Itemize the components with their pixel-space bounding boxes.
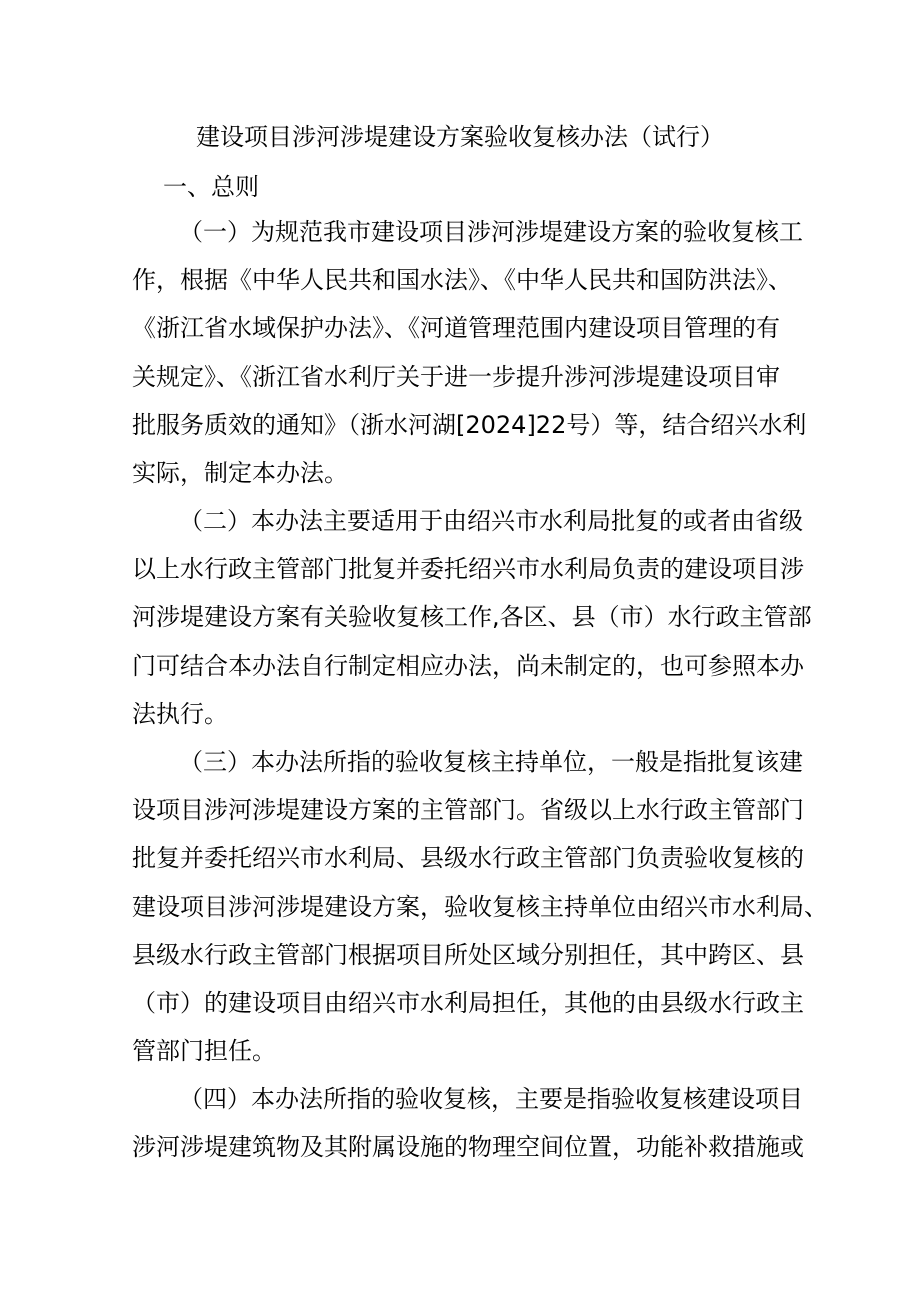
paragraph-line: （二）本办法主要适用于由绍兴市水利局批复的或者由省级 (179, 507, 803, 535)
paragraph-line: 河涉堤建设方案有关验收复核工作,各区、县（市）水行政主管部 (132, 603, 812, 632)
document-title: 建设项目涉河涉堤建设方案验收复核办法（试行） (196, 123, 724, 151)
paragraph-line: 《浙江省水域保护办法》、《河道管理范围内建设项目管理的有 (132, 314, 780, 343)
section-heading: 一、总则 (163, 173, 259, 201)
paragraph-3 (132, 738, 828, 1075)
paragraph-line: （市）的建设项目由绍兴市水利局担任，其他的由县级水行政主 (132, 988, 804, 1017)
paragraph-line: 设项目涉河涉堤建设方案的主管部门。省级以上水行政主管部门 (132, 796, 804, 825)
paragraph-line: （三）本办法所指的验收复核主持单位，一般是指批复该建 (179, 748, 803, 776)
paragraph-line: 管部门担任。 (132, 1037, 276, 1066)
paragraph-line: 批复并委托绍兴市水利局、县级水行政主管部门负责验收复核的 (132, 844, 804, 873)
paragraph-line: 涉河涉堤建筑物及其附属设施的物理空间位置，功能补救措施或 (132, 1133, 804, 1162)
paragraph-line: 关规定》、《浙江省水利厅关于进一步提升涉河涉堤建设项目审 (132, 362, 780, 391)
paragraph-line: 批服务质效的通知》（浙水河湖[2024]22号）等，结合绍兴水利 (132, 410, 807, 439)
paragraph-line: 以上水行政主管部门批复并委托绍兴市水利局负责的建设项目涉 (132, 555, 804, 584)
paragraph-1 (132, 208, 807, 497)
paragraph-line: 建设项目涉河涉堤建设方案，验收复核主持单位由绍兴市水利局、 (132, 892, 828, 921)
paragraph-line: 实际，制定本办法。 (132, 458, 348, 487)
paragraph-line: （四）本办法所指的验收复核，主要是指验收复核建设项目 (179, 1085, 803, 1113)
paragraph-line: 门可结合本办法自行制定相应办法，尚未制定的，也可参照本办 (132, 651, 804, 680)
paragraph-2 (132, 497, 812, 738)
paragraph-4 (132, 1075, 804, 1171)
paragraph-line: （一）为规范我市建设项目涉河涉堤建设方案的验收复核工 (179, 218, 803, 246)
paragraph-line: 法执行。 (132, 699, 228, 728)
paragraph-line: 作，根据《中华人民共和国水法》、《中华人民共和国防洪法》、 (132, 266, 792, 295)
paragraph-line: 县级水行政主管部门根据项目所处区域分别担任，其中跨区、县 (132, 940, 804, 969)
